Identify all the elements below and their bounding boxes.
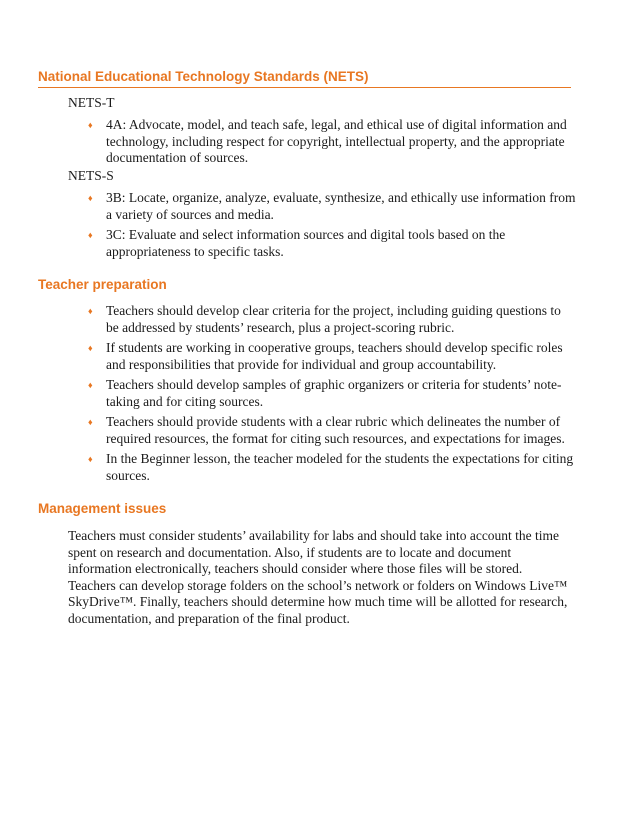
nets-t-list bbox=[86, 117, 576, 171]
list-item bbox=[86, 190, 576, 223]
list-item bbox=[86, 451, 576, 484]
list-item-text: 4A: Advocate, model, and teach safe, legal, and ethical use of digital information and technology, including respect for copyright, intellectual property, and the appropriate documentation of sources. bbox=[106, 117, 567, 165]
list-item-text: 3B: Locate, organize, analyze, evaluate, synthesize, and ethically use information from a variety of sources and media. bbox=[106, 190, 576, 222]
nets-t-label: NETS-T bbox=[68, 95, 115, 110]
list-item-text: Teachers should provide students with a clear rubric which delineates the number of required resources, the format for citing such resources, and expectations for images. bbox=[106, 414, 565, 446]
list-item-text: 3C: Evaluate and select information sources and digital tools based on the appropriateness to specific tasks. bbox=[106, 227, 506, 259]
nets-heading-rule bbox=[38, 87, 571, 88]
list-item-text: Teachers should develop clear criteria for the project, including guiding questions to be addressed by students’ research, plus a project-scoring rubric. bbox=[106, 303, 561, 335]
preparation-heading: Teacher preparation bbox=[38, 277, 167, 292]
management-paragraph: Teachers must consider students’ availability for labs and should take into account the time spent on research and documentation. Also, if students are to locate and document information electronically, teachers should consider where those files will be stored. Teachers can develop storage folders on the school’s network or folders on Windows Live™ SkyDrive™. Finally, teachers should determine how much time will be allotted for research, documentation, and preparation of the final product. bbox=[68, 528, 568, 626]
preparation-list bbox=[86, 303, 576, 488]
list-item-text: In the Beginner lesson, the teacher modeled for the students the expectations for citing sources. bbox=[106, 451, 574, 483]
diamond-bullet-icon: ♦ bbox=[88, 343, 93, 353]
list-item-text: Teachers should develop samples of graphic organizers or criteria for students’ note-taking and for citing sources. bbox=[106, 377, 562, 409]
diamond-bullet-icon: ♦ bbox=[88, 454, 93, 464]
list-item bbox=[86, 414, 576, 447]
nets-s-label: NETS-S bbox=[68, 168, 114, 183]
diamond-bullet-icon: ♦ bbox=[88, 120, 93, 130]
list-item bbox=[86, 340, 576, 373]
diamond-bullet-icon: ♦ bbox=[88, 193, 93, 203]
list-item-text: If students are working in cooperative groups, teachers should develop specific roles and responsibilities that provide for individual and group accountability. bbox=[106, 340, 563, 372]
list-item bbox=[86, 227, 576, 260]
nets-heading: National Educational Technology Standards (NETS) bbox=[38, 69, 369, 84]
nets-s-list bbox=[86, 190, 576, 264]
diamond-bullet-icon: ♦ bbox=[88, 417, 93, 427]
list-item bbox=[86, 303, 576, 336]
list-item bbox=[86, 117, 576, 167]
list-item bbox=[86, 377, 576, 410]
diamond-bullet-icon: ♦ bbox=[88, 306, 93, 316]
management-heading: Management issues bbox=[38, 501, 167, 516]
diamond-bullet-icon: ♦ bbox=[88, 230, 93, 240]
diamond-bullet-icon: ♦ bbox=[88, 380, 93, 390]
